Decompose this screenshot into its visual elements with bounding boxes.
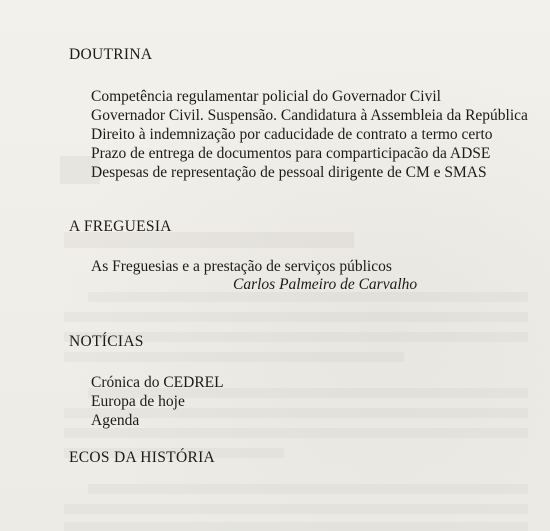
- bleed-through-block: [64, 312, 528, 322]
- toc-item: Direito à indemnização por caducidade de contrato a termo certo: [91, 126, 493, 143]
- section-title-ecos-da-historia: ECOS DA HISTÓRIA: [69, 449, 216, 466]
- bleed-through-block: [88, 484, 528, 494]
- toc-item: Europa de hoje: [91, 393, 185, 410]
- toc-item: Prazo de entrega de documentos para comparticipacão da ADSE: [91, 145, 491, 162]
- section-title-a-freguesia: A FREGUESIA: [69, 218, 172, 235]
- bleed-through-block: [64, 522, 528, 531]
- toc-item: As Freguesias e a prestação de serviços públicos: [91, 258, 392, 275]
- toc-item: Despesas de representação de pessoal dirigente de CM e SMAS: [91, 164, 487, 181]
- section-title-doutrina: DOUTRINA: [69, 46, 153, 63]
- article-author: Carlos Palmeiro de Carvalho: [233, 276, 418, 293]
- bleed-through-block: [64, 504, 528, 514]
- section-title-noticias: NOTÍCIAS: [69, 333, 144, 350]
- toc-item: Competência regulamentar policial do Governador Civil: [91, 88, 441, 105]
- toc-item: Agenda: [91, 412, 140, 429]
- bleed-through-block: [64, 352, 404, 362]
- toc-item: Governador Civil. Suspensão. Candidatura à Assembleia da República: [91, 107, 528, 124]
- toc-item: Crónica do CEDREL: [91, 374, 224, 391]
